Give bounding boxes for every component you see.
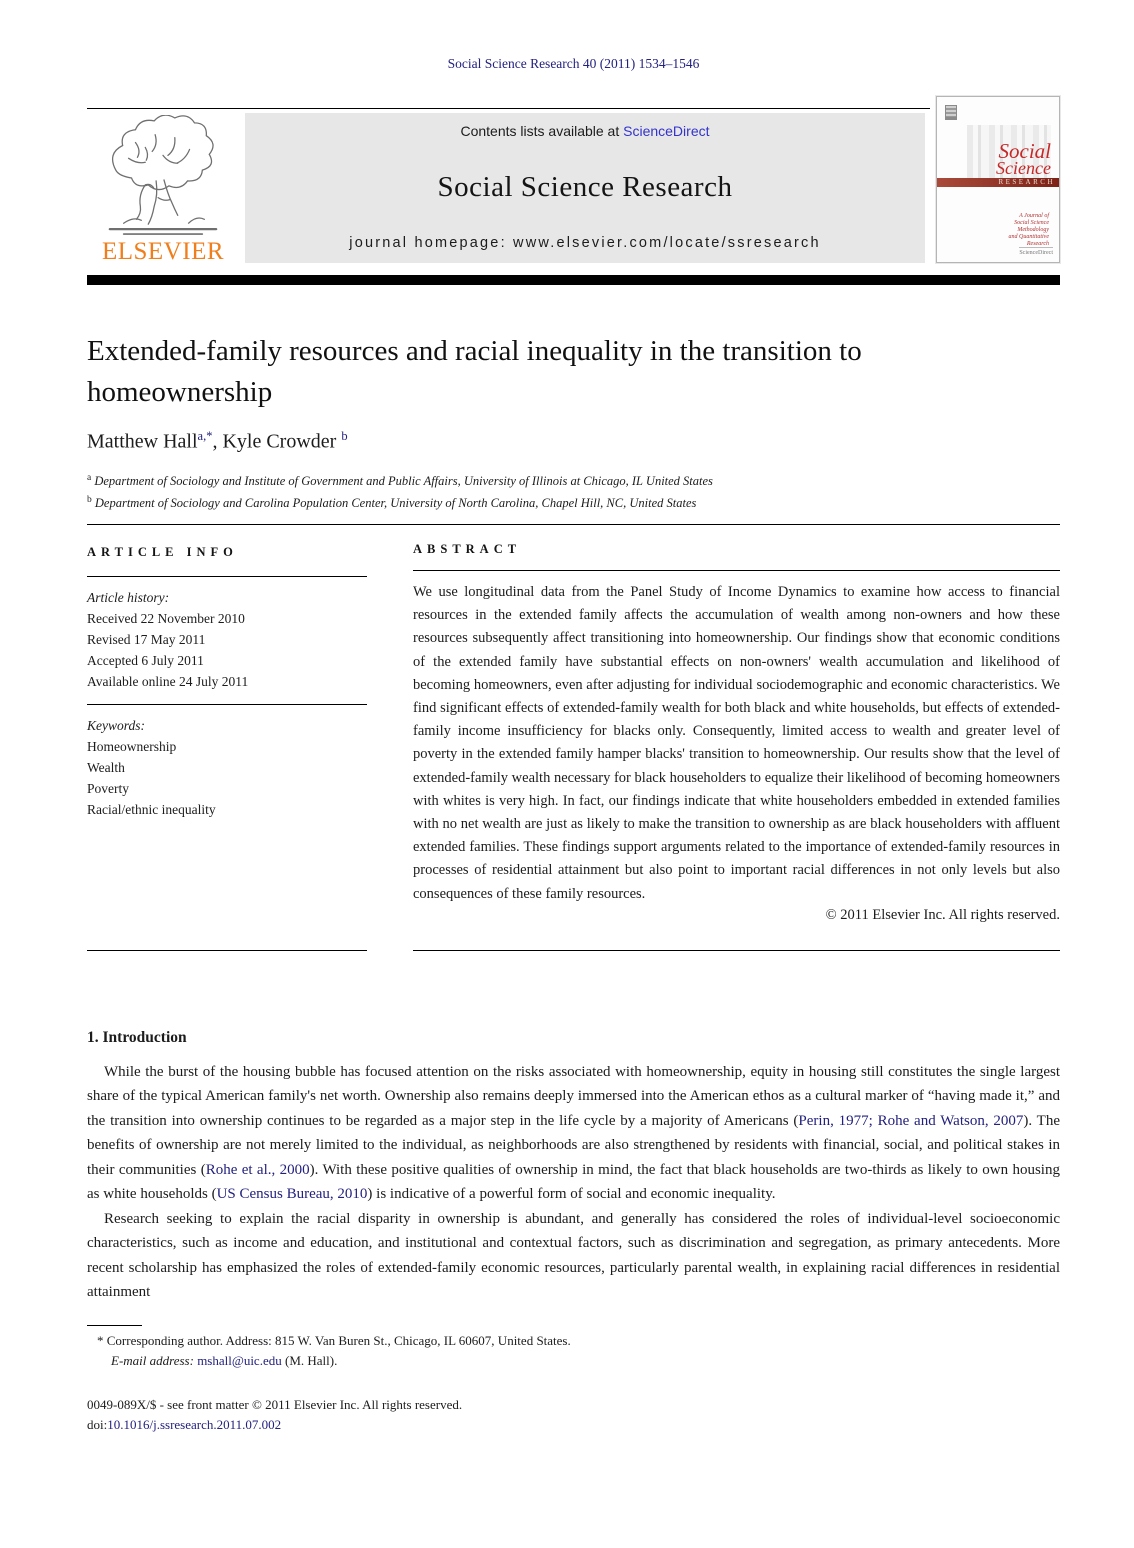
keyword-item: Poverty: [87, 780, 129, 796]
citation-link[interactable]: US Census Bureau, 2010: [216, 1186, 368, 1203]
keywords-label: Keywords:: [87, 717, 145, 733]
masthead-banner: [245, 113, 925, 263]
keyword-item: Racial/ethnic inequality: [87, 801, 216, 817]
abstract-heading: ABSTRACT: [413, 541, 522, 556]
author-name: Kyle Crowder: [222, 430, 337, 453]
history-item: Revised 17 May 2011: [87, 631, 206, 647]
abstract-text: We use longitudinal data from the Panel Study of Income Dynamics to examine how access to financial resources in the extended family affects the accumulation of wealth among non-owners and how these resources subsequently affect transitioning into homeownership. Our findings show that economic conditions of the extended family have substantial effects on non-owners' wealth accumulation and likelihood of becoming homeowners, even after adjusting for individual sociodemographic and economic characteristics. We find significant effects of extended-family wealth for both black and white households, but effects of extended-family income insufficiency for blacks only. Consequently, limited access to wealth and greater level of poverty in the extended family hamper blacks' transition to homeownership. Our results show that the level of extended-family wealth necessary for black householders to equalize their likelihood of becoming homeowners with whites is very high. In fact, our findings indicate that white householders embedded in extended families with no net wealth are just as likely to make the transition to ownership as are black householders with affluent extended families. These findings support arguments related to the importance of extended-family resources in processes of residential attainment but also point to important racial differences in not only levels but also consequences of these family resources.: [413, 583, 1060, 902]
doi-line: doi:10.1016/j.ssresearch.2011.07.002: [87, 1416, 282, 1432]
corresponding-author-note: * Corresponding author. Address: 815 W. Van Buren St., Chicago, IL 60607, United States.: [97, 1332, 571, 1348]
info-abstract-section: [87, 525, 1060, 951]
elsevier-wordmark: ELSEVIER: [101, 238, 225, 265]
article-history-label: Article history:: [87, 589, 170, 605]
history-item: Received 22 November 2010: [87, 610, 245, 626]
intro-paragraph: While the burst of the housing bubble has focused attention on the risks associated with homeownership, equity in housing still constitutes the single largest share of the typical American family's net worth. Ownership also remains deeply immersed into the American ethos as a cultural marker of “having made it,” and the transition into ownership continues to be regarded as a major step in the life cycle by a majority of Americans (Perin, 1977; Rohe and Watson, 2007). The benefits of ownership are not merely limited to the individual, as neighborhoods are also strengthened by residents with financial, social, and political stakes in their communities (Rohe et al., 2000). With these positive qualities of ownership in mind, the fact that black households are two-thirds as likely to own housing as white households (US Census Bureau, 2010) is indicative of a powerful form of social and economic inequality.: [87, 1063, 1060, 1203]
imprint-block: [87, 1395, 1060, 1435]
doi-link[interactable]: 10.1016/j.ssresearch.2011.07.002: [107, 1416, 282, 1432]
masthead: [87, 108, 1060, 285]
issn-line: 0049-089X/$ - see front matter © 2011 Elsevier Inc. All rights reserved.: [87, 1396, 463, 1412]
keyword-item: Wealth: [87, 759, 125, 775]
cover-sciencedirect-mark: ScienceDirect: [1019, 247, 1053, 256]
affiliation-line: $^b$ Department of Sociology and Carolina Population Center, University of North Carolina, Chapel Hill, NC, United States: [87, 494, 697, 510]
sciencedirect-link[interactable]: ScienceDirect: [623, 123, 710, 139]
abstract-column: [413, 525, 1060, 951]
copyright-line: © 2011 Elsevier Inc. All rights reserved.: [825, 906, 1060, 923]
masthead-black-bar: [87, 275, 1060, 285]
author-affiliation-marker[interactable]: b: [341, 429, 348, 443]
journal-cover-thumbnail[interactable]: [936, 96, 1060, 263]
citation-link[interactable]: Perin, 1977; Rohe and Watson, 2007: [798, 1112, 1024, 1129]
journal-name: Social Science Research: [437, 170, 733, 203]
contents-line: Contents lists available at ScienceDirect: [460, 123, 710, 139]
article-info-heading: ARTICLE INFO: [87, 544, 238, 559]
cover-title-line2: Science: [996, 158, 1051, 178]
email-note: E-mail address: mshall@uic.edu (M. Hall).: [111, 1352, 338, 1368]
author-line: Matthew Hall$^{a,*}$, Kyle Crowder $^b$: [87, 429, 348, 453]
cover-title-line1: Social: [998, 139, 1051, 163]
cover-subtitle: A Journal of Social Science Methodology and Quantitative Research: [1008, 213, 1049, 247]
affiliation-line: $^a$ Department of Sociology and Institute of Government and Public Affairs, University of Illinois at Chicago, IL United States: [87, 472, 713, 488]
section-heading-introduction: 1. Introduction: [87, 1028, 187, 1046]
intro-paragraph: Research seeking to explain the racial disparity in ownership is abundant, and generally has considered the roles of individual-level socioeconomic characteristics, such as income and education, and institutional and contextual factors, such as discrimination and segregation, as primary antecedents. More recent scholarship has emphasized the roles of extended-family economic resources, particularly parental wealth, in explaining racial differences in residential attainment: [87, 1210, 1060, 1301]
article-title: Extended-family resources and racial inequality in the transition to homeownership: [87, 335, 862, 408]
elsevier-logo[interactable]: [87, 109, 239, 267]
journal-homepage-link[interactable]: journal homepage: www.elsevier.com/locate/ssresearch: [349, 235, 821, 251]
author-affiliation-marker[interactable]: a,*: [197, 429, 213, 443]
history-item: Available online 24 July 2011: [87, 673, 249, 689]
article-info-column: [87, 525, 367, 951]
keyword-item: Homeownership: [87, 738, 177, 754]
author-name: Matthew Hall: [87, 430, 198, 453]
history-item: Accepted 6 July 2011: [87, 652, 204, 668]
email-link[interactable]: mshall@uic.edu: [197, 1352, 282, 1368]
cover-research-band: RESEARCH: [937, 178, 1059, 187]
affiliations: [87, 469, 1060, 513]
journal-citation: Social Science Research 40 (2011) 1534–1546: [447, 56, 700, 71]
footnote-rule: [87, 1325, 142, 1326]
elsevier-tree-icon: [94, 115, 232, 242]
footnote-block: [87, 1325, 1060, 1371]
citation-link[interactable]: Rohe et al., 2000: [205, 1161, 310, 1178]
cover-crest-icon: [945, 105, 957, 120]
